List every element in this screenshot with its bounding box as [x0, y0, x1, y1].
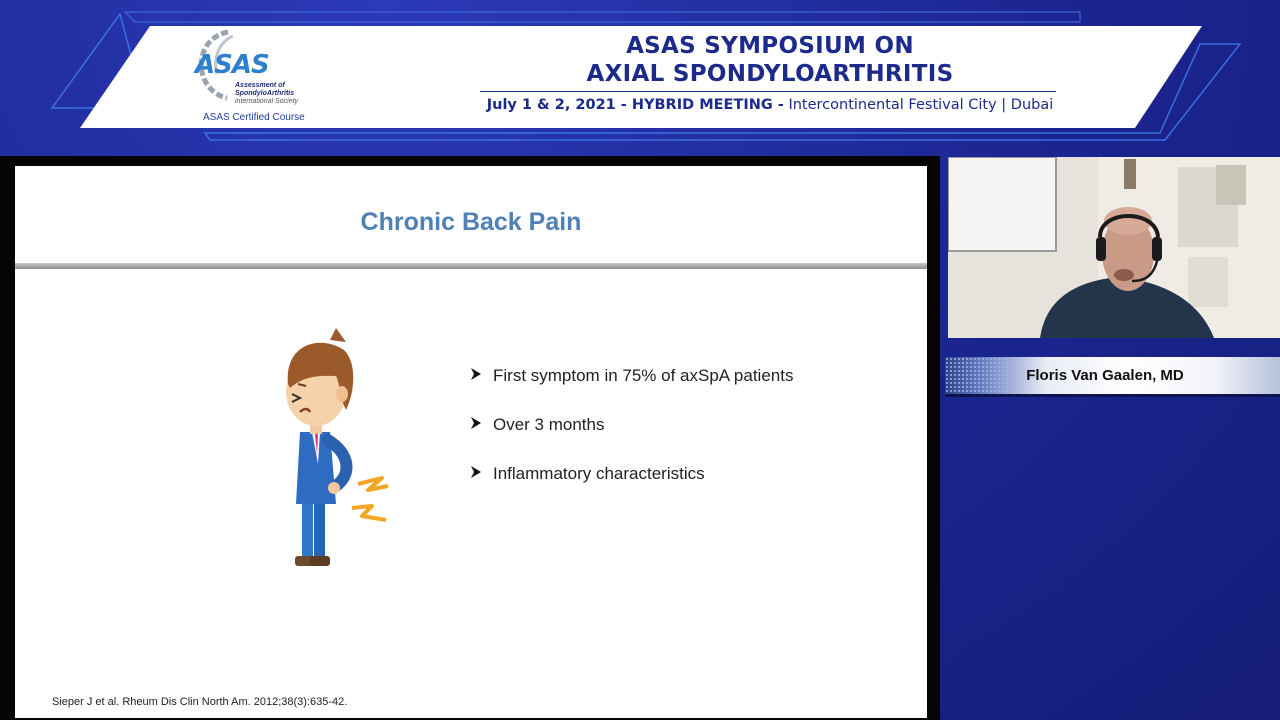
logo-wordmark: ASAS: [195, 50, 269, 80]
slide-title-rule: [15, 263, 927, 269]
slide-title: Chronic Back Pain: [360, 208, 582, 236]
asas-logo: [185, 30, 325, 125]
meeting-date: July 1 & 2, 2021 - HYBRID MEETING -: [486, 97, 784, 113]
speaker-video-frame: [948, 157, 1280, 338]
bullet-text: First symptom in 75% of axSpA patients: [493, 366, 794, 385]
slide-citation: Sieper J et al. Rheum Dis Clin North Am. 2012;38(3):635-42.: [52, 696, 348, 708]
back-pain-illustration: [270, 314, 390, 574]
speaker-webcam: [948, 157, 1280, 338]
speaker-name: Floris Van Gaalen, MD: [1026, 367, 1184, 384]
symposium-title-line1: ASAS SYMPOSIUM ON: [626, 33, 914, 59]
bullet-text: Over 3 months: [493, 415, 605, 434]
symposium-title-line2: AXIAL SPONDYLOARTHRITIS: [586, 61, 954, 87]
meeting-details: [480, 97, 1060, 113]
presentation-slide: [15, 166, 927, 718]
logo-society: international Society: [235, 98, 299, 105]
arrow-bullet-icon: [470, 416, 482, 430]
certified-course-label: ASAS Certified Course: [203, 112, 305, 123]
arrow-bullet-icon: [470, 465, 482, 479]
speaker-nameplate: [945, 357, 1280, 397]
title-divider: [480, 91, 1056, 92]
conference-banner: [0, 0, 1280, 156]
arrow-bullet-icon: [470, 367, 482, 381]
logo-subtitle: Assessment of SpondyloArthritis: [235, 82, 295, 97]
bullet-text: Inflammatory characteristics: [493, 464, 705, 483]
meeting-venue: Intercontinental Festival City | Dubai: [783, 97, 1054, 113]
